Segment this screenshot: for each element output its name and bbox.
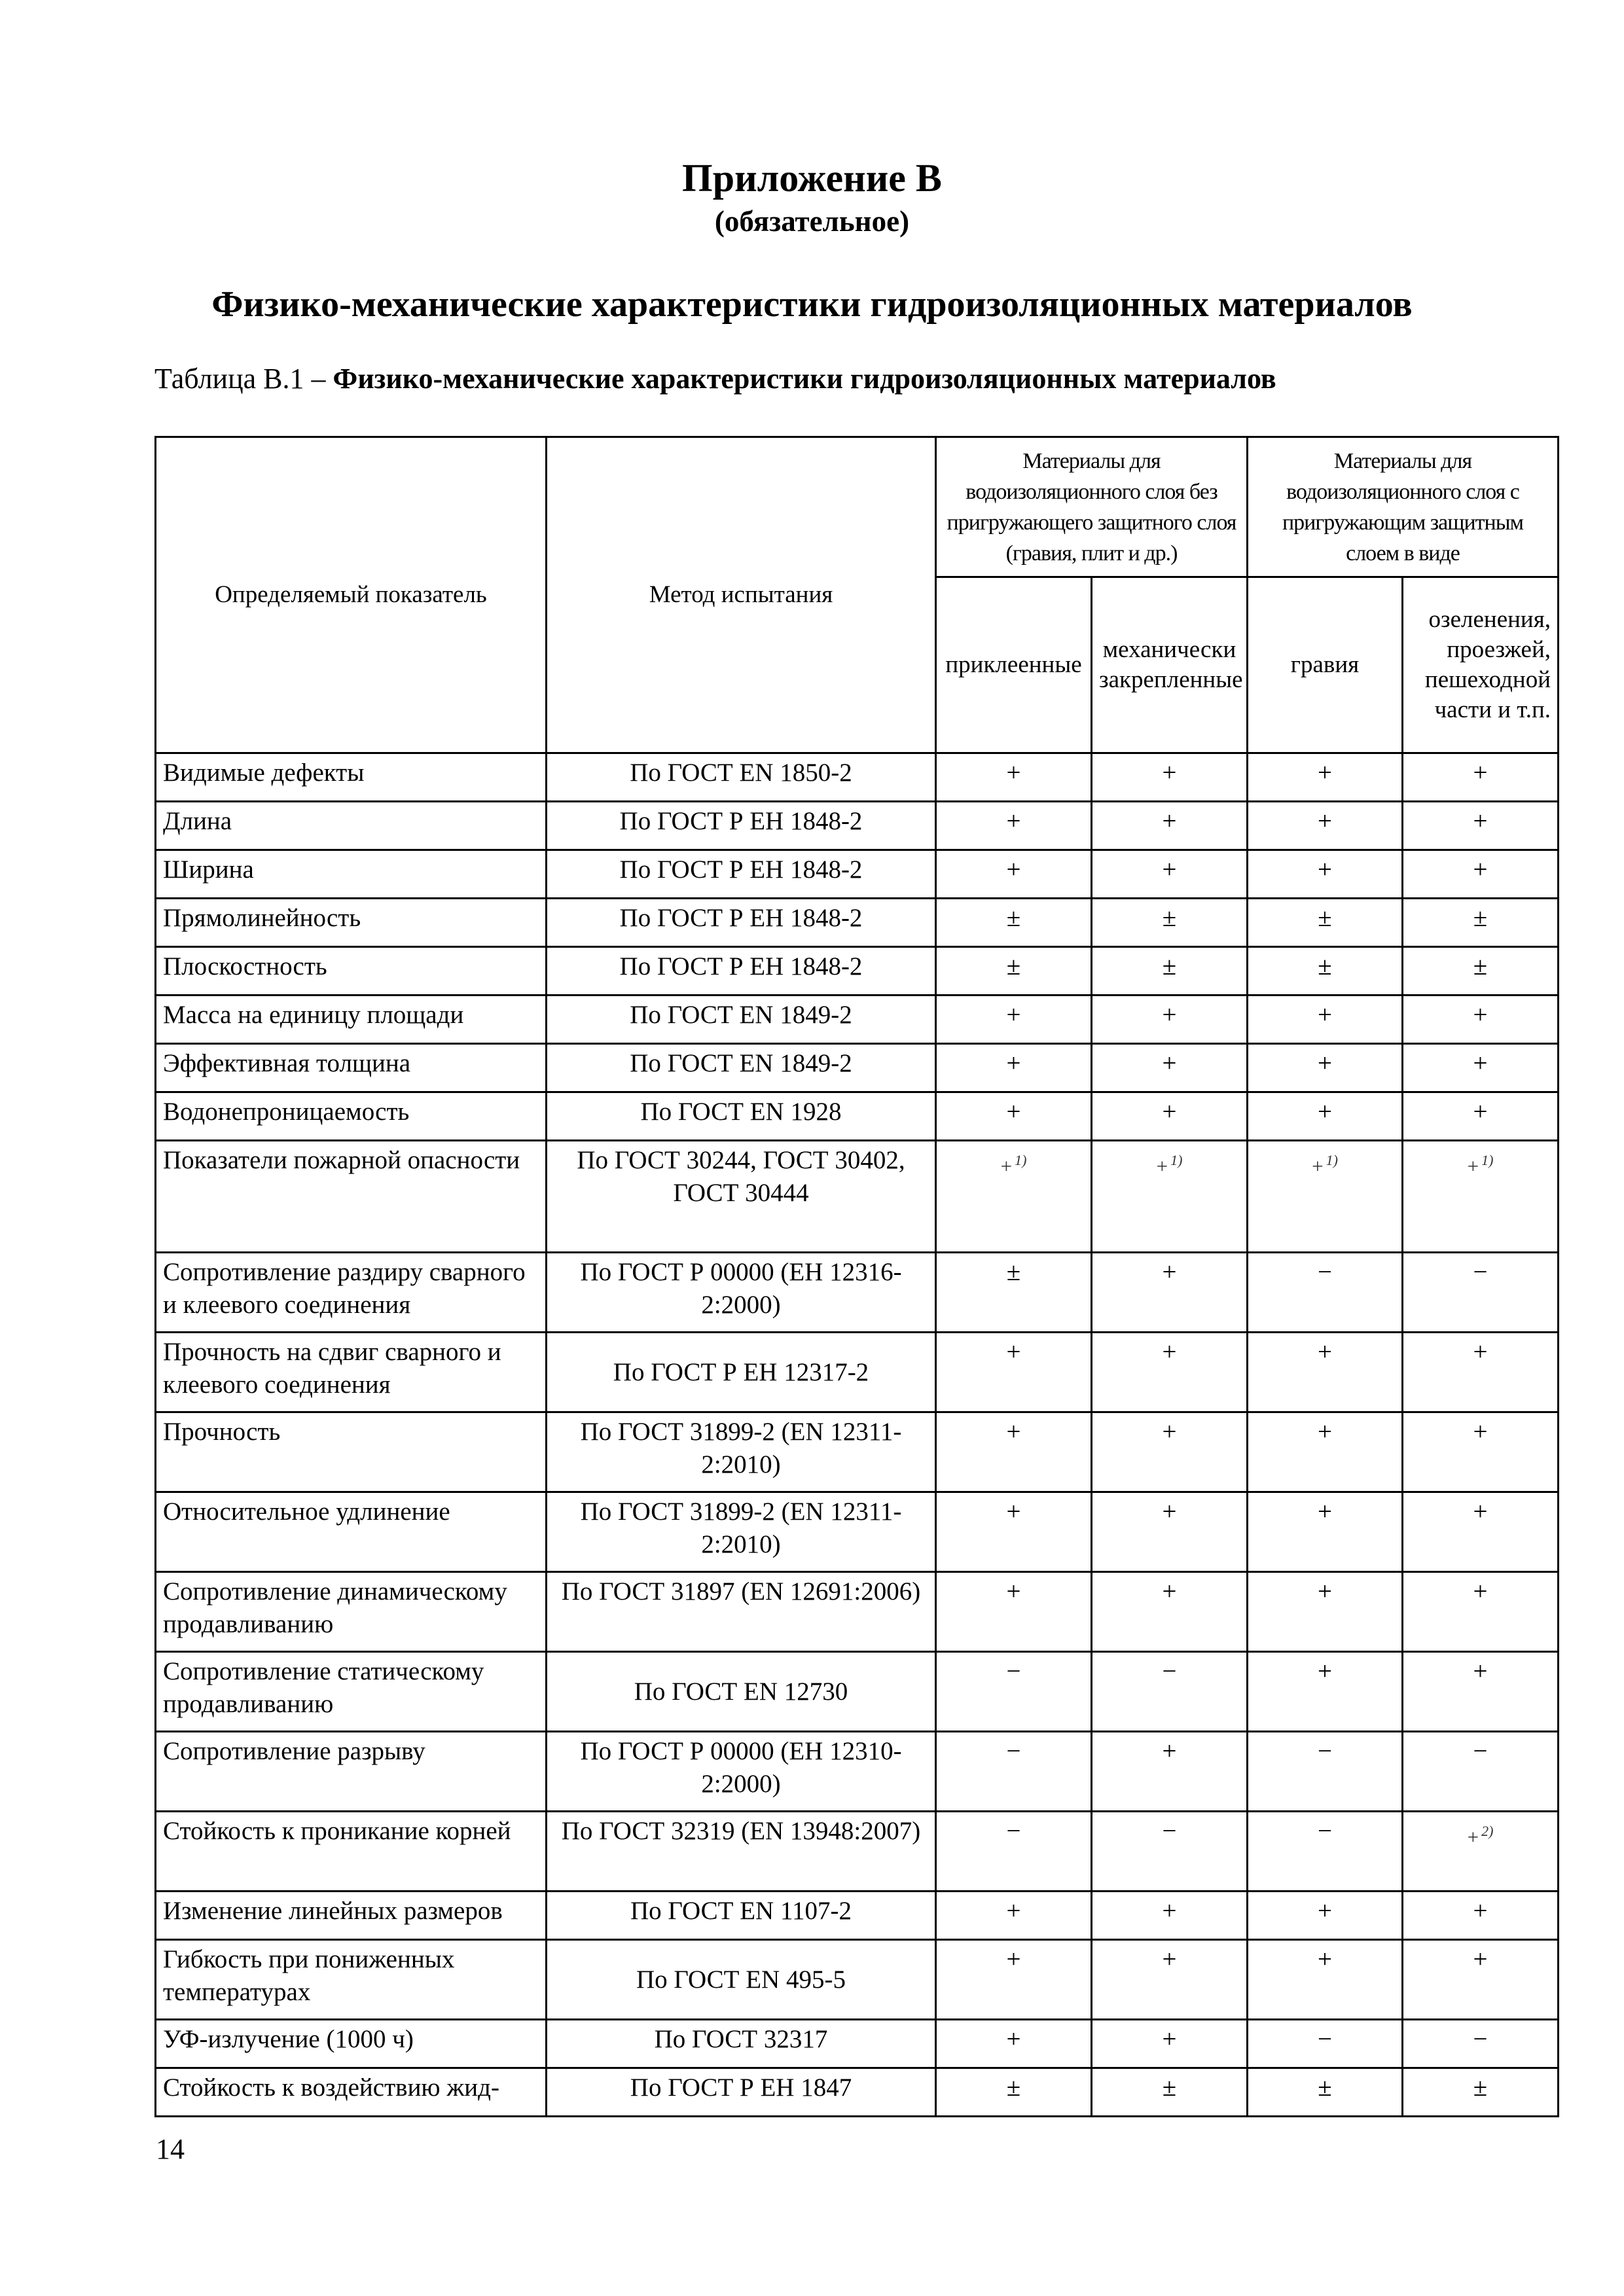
mark-cell (1092, 2068, 1248, 2117)
mark-cell (936, 1572, 1092, 1652)
table-row (156, 1044, 1559, 1092)
mark-value: ± (1473, 904, 1488, 932)
mark-value: ± (1473, 2073, 1488, 2102)
characteristics-table (154, 436, 1559, 2117)
mark-value: + (1162, 1338, 1177, 1366)
mark-cell (1403, 753, 1559, 802)
mark-cell (1403, 1492, 1559, 1572)
header-sub-mechanically-fixed: механически закрепленные (1092, 577, 1248, 753)
mark-cell (936, 947, 1092, 996)
mark-cell (936, 996, 1092, 1044)
mark-value: + (1162, 759, 1177, 787)
table-row (156, 850, 1559, 899)
mark-value: + (1162, 855, 1177, 884)
header-sub-green-roof: озеленения, проезжей, пешеходной части и т.п. (1403, 577, 1559, 753)
mark-value: + (1473, 1338, 1488, 1366)
header-group-without-ballast: Материалы для водоизоляционного слоя без пригружающего защитного слоя (гравия, плит и др.) (936, 437, 1248, 577)
table-row (156, 2068, 1559, 2117)
mark-value: + (1162, 1577, 1177, 1605)
mark-value: + (1473, 1418, 1488, 1446)
mark-value: − (1006, 1817, 1021, 1845)
mark-value: ± (1162, 2073, 1177, 2102)
method-cell: По ГОСТ Р ЕН 1848-2 (547, 850, 936, 899)
mark-cell (1092, 2020, 1248, 2068)
mark-value: ± (1006, 952, 1021, 980)
header-method: Метод испытания (547, 437, 936, 753)
mark-value: + (1318, 1049, 1332, 1077)
mark-value: − (1162, 1817, 1177, 1845)
mark-cell (1092, 850, 1248, 899)
mark-value: + (1467, 1825, 1479, 1848)
mark-cell (1092, 802, 1248, 850)
mark-cell (936, 1492, 1092, 1572)
method-cell: По ГОСТ 31897 (EN 12691:2006) (547, 1572, 936, 1652)
mark-cell (1403, 1253, 1559, 1333)
mark-cell (936, 1253, 1092, 1333)
mark-cell (936, 1652, 1092, 1732)
header-indicator: Определяемый показатель (156, 437, 547, 753)
mark-cell (1248, 1044, 1403, 1092)
indicator-cell: Стойкость к проникание корней (156, 1812, 547, 1892)
indicator-cell: Ширина (156, 850, 547, 899)
table-row (156, 1092, 1559, 1141)
table-row (156, 1812, 1559, 1892)
footnote-ref: 1) (1170, 1152, 1183, 1168)
indicator-cell: Показатели пожарной опасности (156, 1141, 547, 1253)
table-row (156, 1253, 1559, 1333)
method-cell: По ГОСТ 31899-2 (EN 12311-2:2010) (547, 1412, 936, 1492)
indicator-cell: УФ-излучение (1000 ч) (156, 2020, 547, 2068)
mark-cell (1248, 1940, 1403, 2020)
method-cell: По ГОСТ Р ЕН 1847 (547, 2068, 936, 2117)
mark-cell (1403, 1572, 1559, 1652)
table-row (156, 1412, 1559, 1492)
method-cell: По ГОСТ Р ЕН 1848-2 (547, 802, 936, 850)
method-cell: По ГОСТ 32319 (EN 13948:2007) (547, 1812, 936, 1892)
mark-value: + (1006, 807, 1021, 835)
mark-cell (1092, 1892, 1248, 1940)
mark-cell (1248, 899, 1403, 947)
mark-cell (1403, 1092, 1559, 1141)
mark-cell (936, 1892, 1092, 1940)
mark-value: ± (1473, 952, 1488, 980)
method-cell: По ГОСТ EN 12730 (547, 1652, 936, 1732)
mark-cell (1248, 996, 1403, 1044)
mark-value: + (1318, 1897, 1332, 1925)
indicator-cell: Стойкость к воздействию жид- (156, 2068, 547, 2117)
mark-cell (1403, 2068, 1559, 2117)
mark-cell (1403, 996, 1559, 1044)
mark-cell (1248, 1141, 1403, 1253)
mark-value: + (1473, 855, 1488, 884)
mark-cell (936, 1940, 1092, 2020)
mark-cell (1092, 1253, 1248, 1333)
mark-cell (1248, 1812, 1403, 1892)
mark-value: + (1318, 807, 1332, 835)
mark-cell (1092, 1333, 1248, 1412)
indicator-cell: Масса на единицу площади (156, 996, 547, 1044)
mark-cell (1092, 996, 1248, 1044)
mark-cell (1092, 1492, 1248, 1572)
mark-cell (1248, 1572, 1403, 1652)
indicator-cell: Длина (156, 802, 547, 850)
method-cell: По ГОСТ Р ЕН 12317-2 (547, 1333, 936, 1412)
mark-value: − (1318, 2025, 1332, 2053)
section-title: Физико-механические характеристики гидроизоляционных материалов (211, 284, 1413, 325)
indicator-cell: Прямолинейность (156, 899, 547, 947)
mark-value: + (1162, 1258, 1177, 1286)
mark-cell (1403, 899, 1559, 947)
mark-value: + (1162, 1049, 1177, 1077)
table-row (156, 996, 1559, 1044)
mark-cell (1403, 1812, 1559, 1892)
mark-value: + (1156, 1155, 1168, 1177)
mark-cell (1092, 1044, 1248, 1092)
method-cell: По ГОСТ 31899-2 (EN 12311-2:2010) (547, 1492, 936, 1572)
mark-cell (1248, 1652, 1403, 1732)
mark-cell (936, 753, 1092, 802)
mark-cell (1092, 1732, 1248, 1812)
header-group-with-ballast: Материалы для водоизоляционного слоя с пригружающим защитным слоем в виде (1248, 437, 1559, 577)
mark-value: ± (1006, 904, 1021, 932)
footnote-ref: 2) (1481, 1823, 1494, 1839)
method-cell: По ГОСТ EN 1850-2 (547, 753, 936, 802)
table-row (156, 1492, 1559, 1572)
mark-value: + (1006, 2025, 1021, 2053)
mark-value: + (1162, 1737, 1177, 1765)
mark-cell (1092, 1412, 1248, 1492)
mark-cell (1248, 2020, 1403, 2068)
mark-value: + (1473, 1897, 1488, 1925)
indicator-cell: Гибкость при пониженных температурах (156, 1940, 547, 2020)
appendix-status: (обязательное) (714, 205, 910, 238)
method-cell: По ГОСТ EN 1928 (547, 1092, 936, 1141)
indicator-cell: Видимые дефекты (156, 753, 547, 802)
mark-cell (1248, 1892, 1403, 1940)
mark-value: + (1006, 1338, 1021, 1366)
mark-cell (1248, 1092, 1403, 1141)
mark-cell (1403, 1044, 1559, 1092)
mark-cell (936, 1333, 1092, 1412)
footnote-ref: 1) (1481, 1152, 1494, 1168)
mark-value: − (1473, 2025, 1488, 2053)
method-cell: По ГОСТ Р ЕН 1848-2 (547, 899, 936, 947)
page-number: 14 (156, 2133, 185, 2165)
mark-value: + (1473, 1577, 1488, 1605)
table-row (156, 1141, 1559, 1253)
mark-cell (1403, 1141, 1559, 1253)
mark-value: ± (1318, 2073, 1332, 2102)
mark-value: + (1006, 1945, 1021, 1973)
mark-value: + (1473, 1498, 1488, 1526)
mark-value: + (1162, 1897, 1177, 1925)
table-row (156, 753, 1559, 802)
mark-value: + (1318, 1945, 1332, 1973)
mark-value: + (1318, 855, 1332, 884)
header-sub-adhered: приклеенные (936, 577, 1092, 753)
mark-value: + (1006, 1498, 1021, 1526)
footnote-ref: 1) (1326, 1152, 1338, 1168)
indicator-cell: Прочность (156, 1412, 547, 1492)
mark-value: + (1312, 1155, 1324, 1177)
mark-value: + (1162, 2025, 1177, 2053)
mark-value: + (1006, 1897, 1021, 1925)
footnote-ref: 1) (1015, 1152, 1027, 1168)
table-row (156, 899, 1559, 947)
mark-value: + (1162, 1498, 1177, 1526)
table-row (156, 947, 1559, 996)
mark-value: + (1473, 1098, 1488, 1126)
mark-cell (1092, 1652, 1248, 1732)
mark-cell (936, 1141, 1092, 1253)
method-cell: По ГОСТ EN 1849-2 (547, 996, 936, 1044)
mark-value: + (1318, 1001, 1332, 1029)
mark-value: + (1006, 759, 1021, 787)
mark-cell (1403, 947, 1559, 996)
mark-cell (1248, 850, 1403, 899)
mark-cell (936, 850, 1092, 899)
mark-value: + (1000, 1155, 1013, 1177)
table-row (156, 1652, 1559, 1732)
mark-value: + (1318, 1098, 1332, 1126)
mark-value: + (1162, 1945, 1177, 1973)
mark-value: + (1318, 1418, 1332, 1446)
indicator-cell: Прочность на сдвиг сварного и клеевого соединения (156, 1333, 547, 1412)
method-cell: По ГОСТ 32317 (547, 2020, 936, 2068)
indicator-cell: Сопротивление разрыву (156, 1732, 547, 1812)
mark-cell (1403, 1652, 1559, 1732)
method-cell: По ГОСТ EN 1849-2 (547, 1044, 936, 1092)
mark-value: − (1318, 1737, 1332, 1765)
mark-cell (1092, 1092, 1248, 1141)
indicator-cell: Относительное удлинение (156, 1492, 547, 1572)
mark-cell (1248, 1333, 1403, 1412)
mark-value: + (1467, 1155, 1479, 1177)
method-cell: По ГОСТ EN 1107-2 (547, 1892, 936, 1940)
mark-value: − (1006, 1657, 1021, 1685)
method-cell: По ГОСТ EN 495-5 (547, 1940, 936, 2020)
mark-value: + (1473, 1001, 1488, 1029)
mark-value: − (1162, 1657, 1177, 1685)
mark-value: + (1318, 1338, 1332, 1366)
indicator-cell: Изменение линейных размеров (156, 1892, 547, 1940)
mark-value: + (1006, 1418, 1021, 1446)
mark-cell (1403, 1732, 1559, 1812)
mark-value: − (1473, 1258, 1488, 1286)
mark-cell (1248, 1412, 1403, 1492)
table-caption (154, 362, 1276, 395)
mark-cell (1403, 802, 1559, 850)
mark-value: + (1473, 1049, 1488, 1077)
mark-value: ± (1006, 2073, 1021, 2102)
mark-cell (936, 1092, 1092, 1141)
header-sub-gravel: гравия (1248, 577, 1403, 753)
mark-cell (1403, 2020, 1559, 2068)
mark-cell (936, 2068, 1092, 2117)
mark-cell (1248, 947, 1403, 996)
mark-value: + (1473, 759, 1488, 787)
mark-value: + (1318, 1498, 1332, 1526)
mark-cell (936, 1412, 1092, 1492)
mark-value: ± (1318, 952, 1332, 980)
mark-cell (1092, 1141, 1248, 1253)
mark-value: + (1162, 1001, 1177, 1029)
indicator-cell: Эффективная толщина (156, 1044, 547, 1092)
table-caption-prefix: Таблица В.1 – (154, 363, 333, 395)
mark-cell (936, 899, 1092, 947)
mark-cell (936, 2020, 1092, 2068)
table-row (156, 2020, 1559, 2068)
mark-value: − (1473, 1737, 1488, 1765)
mark-cell (1092, 1940, 1248, 2020)
mark-cell (1092, 947, 1248, 996)
table-row (156, 802, 1559, 850)
table-row (156, 1333, 1559, 1412)
indicator-cell: Водонепроницаемость (156, 1092, 547, 1141)
table-row (156, 1572, 1559, 1652)
method-cell: По ГОСТ Р 00000 (ЕН 12310-2:2000) (547, 1732, 936, 1812)
mark-value: + (1473, 1657, 1488, 1685)
mark-value: − (1318, 1817, 1332, 1845)
indicator-cell: Сопротивление статическому продавливанию (156, 1652, 547, 1732)
mark-value: ± (1006, 1258, 1021, 1286)
mark-cell (1403, 1940, 1559, 2020)
table-row (156, 1940, 1559, 2020)
mark-value: − (1006, 1737, 1021, 1765)
mark-cell (1092, 1812, 1248, 1892)
appendix-title: Приложение В (682, 156, 942, 200)
mark-value: + (1006, 1577, 1021, 1605)
table-caption-title: Физико-механические характеристики гидроизоляционных материалов (333, 363, 1276, 395)
mark-cell (936, 1732, 1092, 1812)
mark-value: + (1006, 1001, 1021, 1029)
table-row (156, 1732, 1559, 1812)
mark-cell (1248, 2068, 1403, 2117)
indicator-cell: Сопротивление раздиру сварного и клеевого соединения (156, 1253, 547, 1333)
mark-value: + (1162, 1418, 1177, 1446)
mark-cell (1248, 1732, 1403, 1812)
indicator-cell: Сопротивление динамическому продавливанию (156, 1572, 547, 1652)
mark-value: ± (1162, 904, 1177, 932)
mark-cell (1092, 899, 1248, 947)
mark-value: + (1162, 1098, 1177, 1126)
mark-cell (1403, 1892, 1559, 1940)
mark-cell (1092, 1572, 1248, 1652)
mark-value: + (1006, 1049, 1021, 1077)
mark-value: ± (1318, 904, 1332, 932)
mark-value: + (1473, 807, 1488, 835)
mark-cell (1403, 1333, 1559, 1412)
mark-value: + (1318, 1577, 1332, 1605)
mark-value: − (1318, 1258, 1332, 1286)
mark-value: + (1318, 759, 1332, 787)
mark-value: + (1318, 1657, 1332, 1685)
mark-cell (936, 1812, 1092, 1892)
mark-value: + (1006, 1098, 1021, 1126)
mark-value: + (1473, 1945, 1488, 1973)
mark-cell (1403, 850, 1559, 899)
mark-value: + (1006, 855, 1021, 884)
table-row (156, 1892, 1559, 1940)
mark-cell (1248, 753, 1403, 802)
mark-cell (1403, 1412, 1559, 1492)
mark-cell (1248, 1253, 1403, 1333)
mark-value: + (1162, 807, 1177, 835)
indicator-cell: Плоскостность (156, 947, 547, 996)
mark-cell (936, 1044, 1092, 1092)
method-cell: По ГОСТ Р 00000 (ЕН 12316-2:2000) (547, 1253, 936, 1333)
mark-cell (936, 802, 1092, 850)
mark-cell (1248, 802, 1403, 850)
method-cell: По ГОСТ Р ЕН 1848-2 (547, 947, 936, 996)
mark-value: ± (1162, 952, 1177, 980)
mark-cell (1092, 753, 1248, 802)
mark-cell (1248, 1492, 1403, 1572)
method-cell: По ГОСТ 30244, ГОСТ 30402, ГОСТ 30444 (547, 1141, 936, 1253)
